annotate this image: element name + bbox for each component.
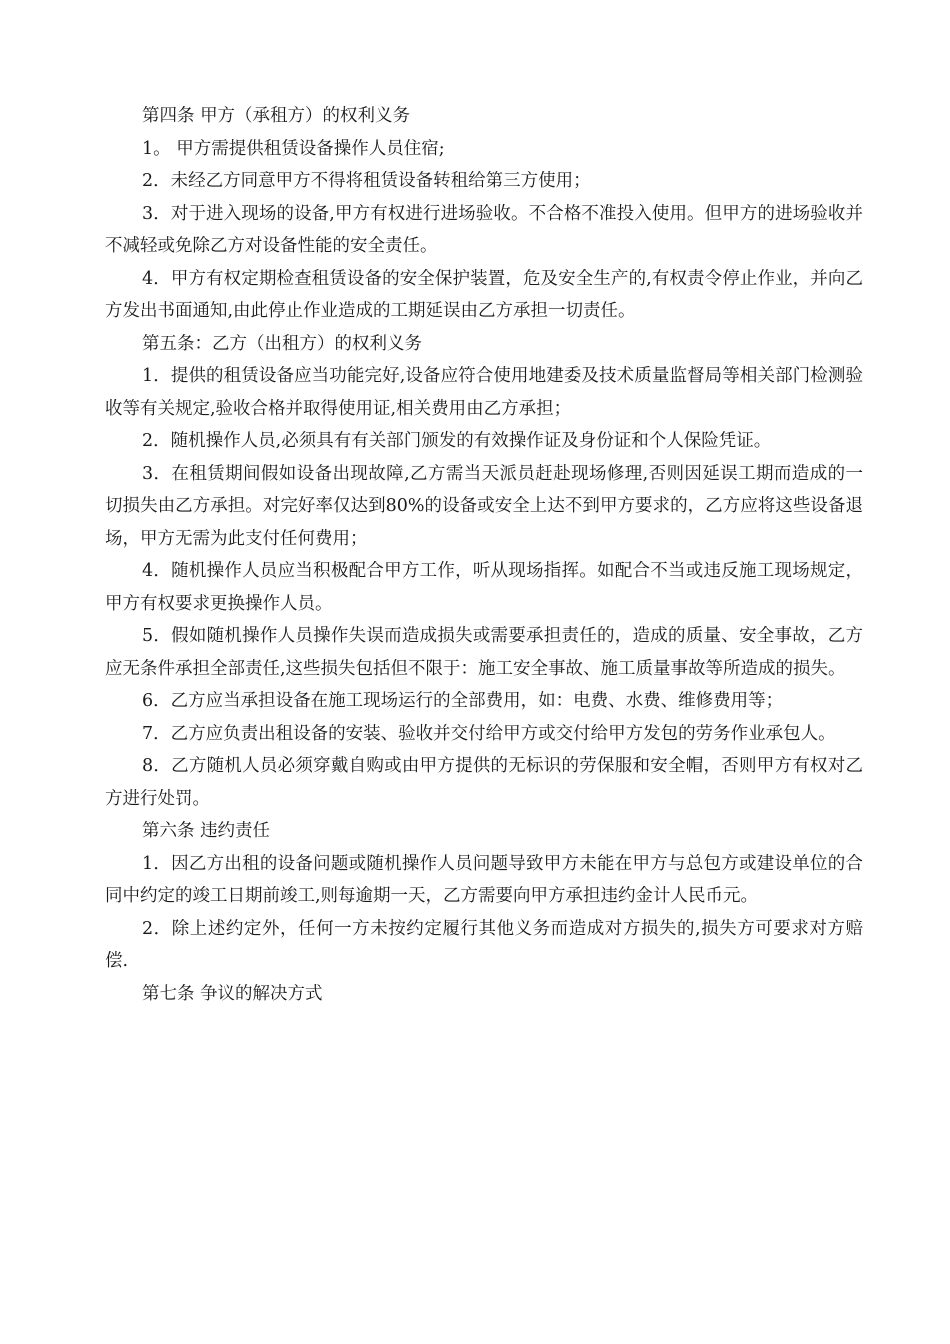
clause-6-1: 1．因乙方出租的设备问题或随机操作人员问题导致甲方未能在甲方与总包方或建设单位的合同中约定的竣工日期前竣工,则每逾期一天，乙方需要向甲方承担违约金计人民币元。 xyxy=(105,853,863,906)
clause-5-5: 5．假如随机操作人员操作失误而造成损失或需要承担责任的，造成的质量、安全事故，乙方应无条件承担全部责任,这些损失包括但不限于：施工安全事故、施工质量事故等所造成的损失。 xyxy=(105,626,863,679)
document-body xyxy=(105,100,863,1010)
section-heading-article-5: 第五条：乙方（出租方）的权利义务 xyxy=(142,333,422,354)
clause-5-7: 7．乙方应负责出租设备的安装、验收并交付给甲方或交付给甲方发包的劳务作业承包人。 xyxy=(142,723,836,744)
clause-5-3: 3．在租赁期间假如设备出现故障,乙方需当天派员赶赴现场修理,否则因延误工期而造成的一切损失由乙方承担。对完好率仅达到80%的设备或安全上达不到甲方要求的，乙方应将这些设备退场，甲方无需为此支付任何费用； xyxy=(105,463,863,549)
clause-4-3: 3．对于进入现场的设备,甲方有权进行进场验收。不合格不准投入使用。但甲方的进场验收并不减轻或免除乙方对设备性能的安全责任。 xyxy=(105,203,863,256)
section-heading-article-7: 第七条 争议的解决方式 xyxy=(142,983,323,1004)
clause-4-1: 1。 甲方需提供租赁设备操作人员住宿; xyxy=(142,138,445,159)
clause-6-2: 2．除上述约定外，任何一方未按约定履行其他义务而造成对方损失的,损失方可要求对方赔偿. xyxy=(105,918,863,971)
clause-4-2: 2．未经乙方同意甲方不得将租赁设备转租给第三方使用； xyxy=(142,171,591,191)
clause-5-4: 4．随机操作人员应当积极配合甲方工作，听从现场指挥。如配合不当或违反施工现场规定，甲方有权要求更换操作人员。 xyxy=(105,561,863,614)
clause-5-2: 2．随机操作人员,必须具有有关部门颁发的有效操作证及身份证和个人保险凭证。 xyxy=(142,431,772,451)
clause-5-8: 8．乙方随机人员必须穿戴自购或由甲方提供的无标识的劳保服和安全帽，否则甲方有权对乙方进行处罚。 xyxy=(105,756,863,809)
clause-5-6: 6．乙方应当承担设备在施工现场运行的全部费用，如：电费、水费、维修费用等； xyxy=(142,691,784,711)
clause-4-4: 4．甲方有权定期检查租赁设备的安全保护装置，危及安全生产的,有权责令停止作业，并向乙方发出书面通知,由此停止作业造成的工期延误由乙方承担一切责任。 xyxy=(105,268,863,321)
clause-5-1: 1．提供的租赁设备应当功能完好,设备应符合使用地建委及技术质量监督局等相关部门检测验收等有关规定,验收合格并取得使用证,相关费用由乙方承担； xyxy=(105,366,863,419)
section-heading-article-4: 第四条 甲方（承租方）的权利义务 xyxy=(142,106,411,126)
section-heading-article-6: 第六条 违约责任 xyxy=(142,821,271,841)
